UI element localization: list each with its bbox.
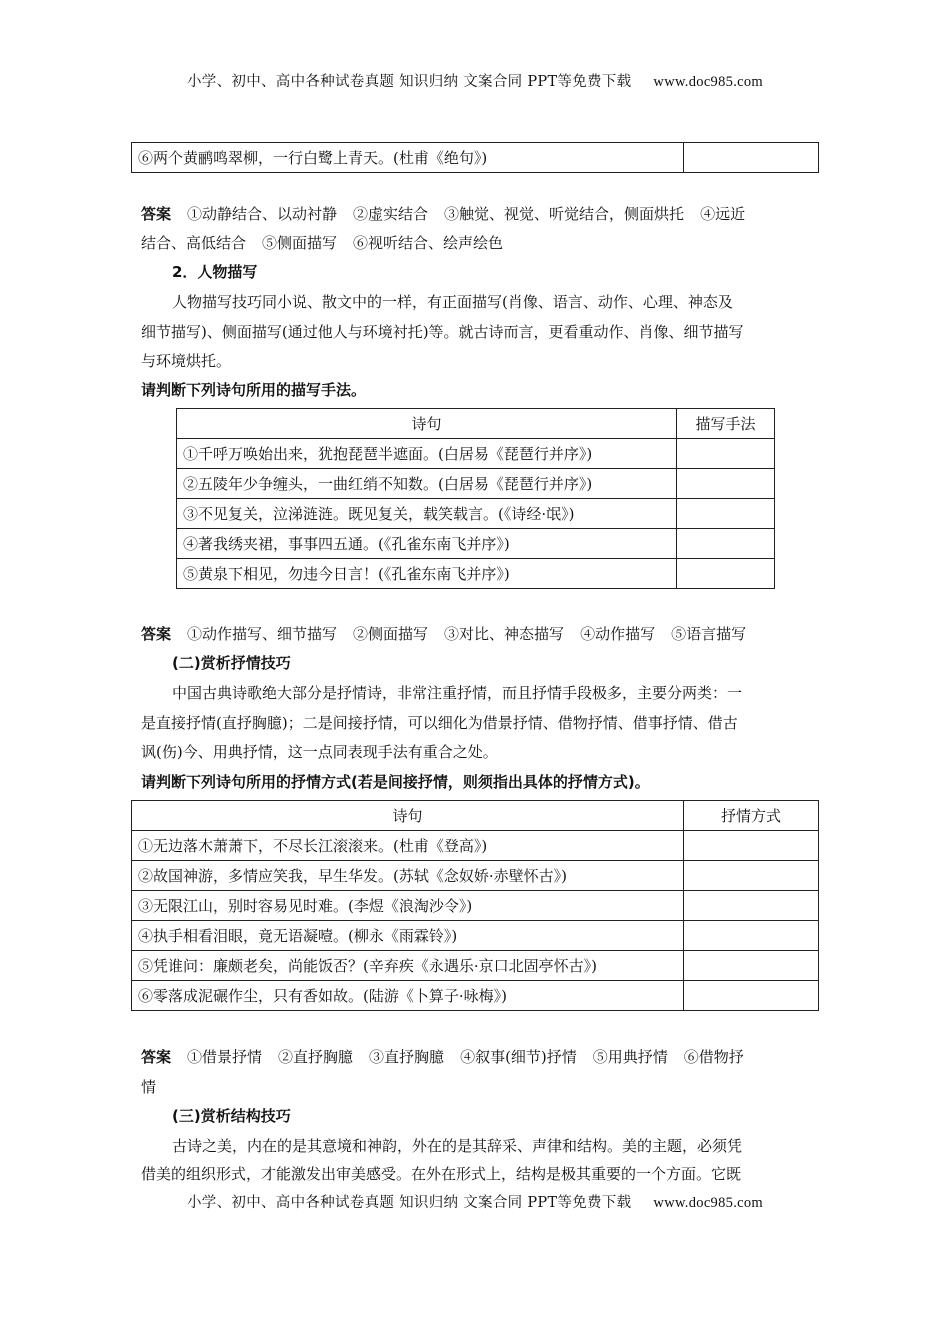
table-header-row xyxy=(132,801,819,831)
column-header: 描写手法 xyxy=(677,409,775,439)
paragraph-line: 与环境烘托。 xyxy=(141,352,232,370)
table-cell-empty xyxy=(684,831,819,861)
table-cell-empty xyxy=(684,891,819,921)
table-cell-empty xyxy=(677,559,775,589)
answer-item: ⑥借物抒 xyxy=(683,1048,744,1066)
table-row xyxy=(177,559,775,589)
table-header-row xyxy=(177,409,775,439)
table-cell-empty xyxy=(677,469,775,499)
answer-item: ④远近 xyxy=(700,205,746,223)
header-text: 小学、初中、高中各种试卷真题 知识归纳 文案合同 PPT等免费下载 xyxy=(187,74,632,90)
header-url[interactable]: www.doc985.com xyxy=(653,74,763,90)
column-header: 诗句 xyxy=(132,801,684,831)
answer-label: 答案 xyxy=(141,1048,172,1066)
answer-item: ②直抒胸臆 xyxy=(278,1048,354,1066)
table-cell: ④著我绣夹裙，事事四五通。(《孔雀东南飞并序》) xyxy=(177,529,677,559)
table-cell-empty xyxy=(684,143,819,173)
page-header xyxy=(0,70,950,91)
table-row xyxy=(177,469,775,499)
table-cell: ⑥两个黄鹂鸣翠柳，一行白鹭上青天。(杜甫《绝句》) xyxy=(132,143,684,173)
table-cell: ③不见复关，泣涕涟涟。既见复关，载笑载言。(《诗经·氓》) xyxy=(177,499,677,529)
answer-item: ③触觉、视觉、听觉结合，侧面烘托 xyxy=(444,205,685,223)
answer-item: ①动作描写、细节描写 xyxy=(187,625,338,643)
answer-item: ④叙事(细节)抒情 xyxy=(460,1048,577,1066)
answer-2 xyxy=(141,624,746,644)
answer-1 xyxy=(141,204,745,224)
table-cell: ①无边落木萧萧下，不尽长江滚滚来。(杜甫《登高》) xyxy=(132,831,684,861)
column-header: 抒情方式 xyxy=(684,801,819,831)
table-row xyxy=(132,921,819,951)
answer-item: 结合、高低结合 xyxy=(141,234,247,252)
answer-item: ②虚实结合 xyxy=(353,205,429,223)
table-row xyxy=(132,891,819,921)
answer-item: ⑤侧面描写 xyxy=(262,234,338,252)
table-cell-empty xyxy=(684,861,819,891)
answer-item: ①动静结合、以动衬静 xyxy=(187,205,338,223)
paragraph-line: 细节描写)、侧面描写(通过他人与环境衬托)等。就古诗而言，更看重动作、肖像、细节描写 xyxy=(141,323,744,341)
paragraph-line: 讽(伤)今、用典抒情，这一点同表现手法有重合之处。 xyxy=(141,743,498,761)
answer-label: 答案 xyxy=(141,205,172,223)
answer-item: ⑤语言描写 xyxy=(671,625,747,643)
description-table xyxy=(176,408,775,589)
table-row xyxy=(132,143,819,173)
table-row xyxy=(177,529,775,559)
answer-3-cont: 情 xyxy=(141,1078,157,1096)
table-cell-empty xyxy=(677,529,775,559)
table-cell: ⑥零落成泥碾作尘，只有香如故。(陆游《卜算子·咏梅》) xyxy=(132,981,684,1011)
answer-item: ④动作描写 xyxy=(580,625,656,643)
answer-item: ①借景抒情 xyxy=(187,1048,263,1066)
answer-item: ⑤用典抒情 xyxy=(592,1048,668,1066)
table-row xyxy=(177,439,775,469)
answer-3 xyxy=(141,1047,744,1067)
section-heading: 2．人物描写 xyxy=(172,263,258,281)
table-cell: ③无限江山，别时容易见时难。(李煜《浪淘沙令》) xyxy=(132,891,684,921)
top-table xyxy=(131,142,819,173)
table-cell: ⑤凭谁问：廉颇老矣，尚能饭否？(辛弃疾《永遇乐·京口北固亭怀古》) xyxy=(132,951,684,981)
question-prompt: 请判断下列诗句所用的描写手法。 xyxy=(141,381,367,399)
table-cell: ④执手相看泪眼，竟无语凝噎。(柳永《雨霖铃》) xyxy=(132,921,684,951)
table-cell-empty xyxy=(677,439,775,469)
answer-item: ②侧面描写 xyxy=(353,625,429,643)
table-cell-empty xyxy=(684,921,819,951)
lyric-table xyxy=(131,800,819,1011)
answer-item: ③直抒胸臆 xyxy=(369,1048,445,1066)
table-cell-empty xyxy=(684,951,819,981)
table-row xyxy=(132,831,819,861)
paragraph-line: 古诗之美，内在的是其意境和神韵，外在的是其辞采、声律和结构。美的主题，必须凭 xyxy=(172,1137,743,1155)
answer-label: 答案 xyxy=(141,625,172,643)
answer-1-cont xyxy=(141,233,519,253)
footer-url[interactable]: www.doc985.com xyxy=(653,1195,763,1211)
answer-item: ⑥视听结合、绘声绘色 xyxy=(353,234,504,252)
table-cell-empty xyxy=(677,499,775,529)
paragraph-line: 人物描写技巧同小说、散文中的一样，有正面描写(肖像、语言、动作、心理、神态及 xyxy=(172,293,733,311)
table-cell-empty xyxy=(684,981,819,1011)
question-prompt: 请判断下列诗句所用的抒情方式(若是间接抒情，则须指出具体的抒情方式)。 xyxy=(141,773,650,791)
answer-item: ③对比、神态描写 xyxy=(444,625,565,643)
table-row xyxy=(177,499,775,529)
table-cell: ⑤黄泉下相见，勿违今日言！(《孔雀东南飞并序》) xyxy=(177,559,677,589)
table-cell: ①千呼万唤始出来，犹抱琵琶半遮面。(白居易《琵琶行并序》) xyxy=(177,439,677,469)
paragraph-line: 借美的组织形式，才能激发出审美感受。在外在形式上，结构是极其重要的一个方面。它既 xyxy=(141,1165,742,1183)
section-heading: (二)赏析抒情技巧 xyxy=(172,654,291,672)
table-cell: ②故国神游，多情应笑我，早生华发。(苏轼《念奴娇·赤壁怀古》) xyxy=(132,861,684,891)
table-row xyxy=(132,951,819,981)
table-cell: ②五陵年少争缠头，一曲红绡不知数。(白居易《琵琶行并序》) xyxy=(177,469,677,499)
footer-text: 小学、初中、高中各种试卷真题 知识归纳 文案合同 PPT等免费下载 xyxy=(187,1195,632,1211)
column-header: 诗句 xyxy=(177,409,677,439)
section-heading: (三)赏析结构技巧 xyxy=(172,1107,291,1125)
table-row xyxy=(132,861,819,891)
table-row xyxy=(132,981,819,1011)
page-footer xyxy=(0,1191,950,1212)
paragraph-line: 是直接抒情(直抒胸臆)；二是间接抒情，可以细化为借景抒情、借物抒情、借事抒情、借古 xyxy=(141,714,738,732)
paragraph-line: 中国古典诗歌绝大部分是抒情诗，非常注重抒情，而且抒情手段极多，主要分两类：一 xyxy=(172,684,743,702)
